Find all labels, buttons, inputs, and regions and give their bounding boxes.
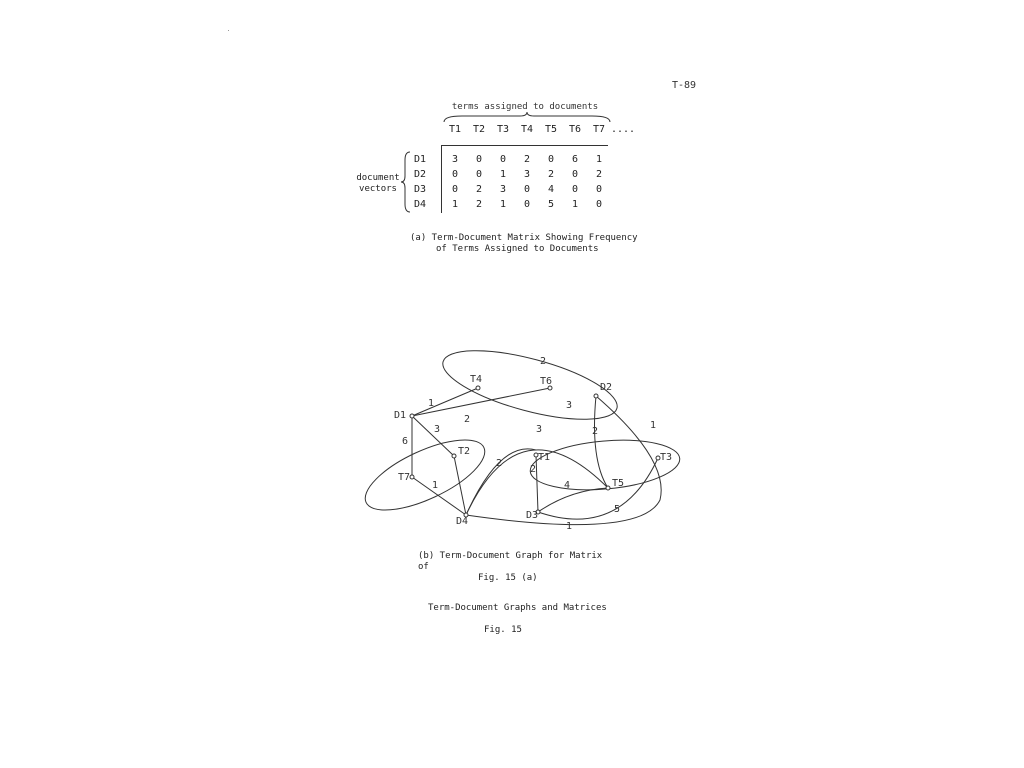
- node-label: T3: [660, 452, 673, 463]
- node-label: T2: [458, 446, 471, 457]
- left-brace: [400, 150, 412, 214]
- node-label: D4: [456, 516, 469, 527]
- row-label: D1: [414, 154, 427, 165]
- graph-edge: [412, 477, 466, 515]
- column-header: T1: [448, 124, 462, 135]
- matrix-cell: 0: [475, 154, 483, 165]
- edge-weight: 3: [566, 400, 573, 411]
- column-header: T7: [592, 124, 606, 135]
- matrix-top-rule: [442, 145, 608, 146]
- matrix-column-headers: [443, 124, 641, 135]
- node-label: T5: [612, 478, 625, 489]
- matrix-cell: 0: [523, 184, 531, 195]
- matrix-cell: 0: [499, 154, 507, 165]
- matrix-cell: 2: [595, 169, 603, 180]
- matrix-cell: 4: [547, 184, 555, 195]
- edge-weight: 6: [402, 436, 409, 447]
- matrix-cell: 3: [523, 169, 531, 180]
- caption-a: (a) Term-Document Matrix Showing Frequency of Terms Assigned to Documents: [410, 233, 638, 254]
- column-header: T5: [544, 124, 558, 135]
- graph-edge: [538, 488, 608, 512]
- node-label: T1: [538, 452, 551, 463]
- graph-node: [410, 414, 414, 418]
- node-label: D1: [394, 410, 407, 421]
- scan-speck: [228, 30, 229, 31]
- node-label: T7: [398, 472, 411, 483]
- node-label: D3: [526, 510, 539, 521]
- edge-weight: 3: [536, 424, 543, 435]
- matrix-cell: 6: [571, 154, 579, 165]
- matrix-cell: 0: [451, 184, 459, 195]
- matrix-row: [443, 197, 611, 212]
- graph-node: [452, 454, 456, 458]
- edge-weight: 2: [530, 464, 537, 475]
- matrix-cell: 0: [571, 184, 579, 195]
- column-header: T4: [520, 124, 534, 135]
- edge-weight: 1: [650, 420, 657, 431]
- edge-weight: 1: [432, 480, 439, 491]
- matrix-cell: 2: [475, 199, 483, 210]
- top-brace: [442, 112, 612, 124]
- edge-weight: 2: [496, 458, 503, 469]
- matrix-cell: 2: [475, 184, 483, 195]
- matrix-cell: 1: [499, 199, 507, 210]
- graph-loop: [356, 426, 494, 524]
- ellipsis: ....: [611, 124, 636, 135]
- graph-loop: [528, 435, 682, 496]
- graph-edge: [536, 455, 538, 512]
- document-vectors-label: document vectors: [356, 173, 400, 194]
- row-label: D3: [414, 184, 427, 195]
- figure-number: Fig. 15: [484, 625, 522, 635]
- matrix-cell: 1: [595, 154, 603, 165]
- matrix-cell: 0: [475, 169, 483, 180]
- matrix-row-labels: [414, 152, 426, 212]
- matrix-cell: 0: [595, 184, 603, 195]
- column-header: T2: [472, 124, 486, 135]
- matrix-cell: 1: [451, 199, 459, 210]
- figure-title: Term-Document Graphs and Matrices: [428, 603, 607, 613]
- matrix-cell: 1: [499, 169, 507, 180]
- caption-b: (b) Term-Document Graph for Matrix of Fig. 15 (a): [418, 551, 603, 583]
- edge-weight: 1: [428, 398, 435, 409]
- node-label: D2: [600, 382, 613, 393]
- matrix-left-rule: [441, 145, 442, 213]
- node-label: T6: [540, 376, 553, 387]
- edge-weight: 3: [434, 424, 441, 435]
- edge-weight: 2: [592, 426, 599, 437]
- edge-weight: 1: [566, 521, 573, 532]
- matrix-cell: 2: [547, 169, 555, 180]
- graph-node: [410, 475, 414, 479]
- matrix-cell: 0: [451, 169, 459, 180]
- matrix-cell: 0: [547, 154, 555, 165]
- graph-node: [476, 386, 480, 390]
- matrix-cell: 2: [523, 154, 531, 165]
- row-label: D2: [414, 169, 427, 180]
- graph-edge: [412, 416, 454, 456]
- node-label: T4: [470, 374, 483, 385]
- matrix-cell: 0: [523, 199, 531, 210]
- edge-weight: 2: [540, 356, 547, 367]
- matrix-cell: 0: [571, 169, 579, 180]
- graph-edge: [412, 388, 478, 416]
- term-document-graph: [340, 340, 690, 540]
- page-number: T-89: [672, 80, 697, 91]
- graph-node: [594, 394, 598, 398]
- edge-weight: 2: [464, 414, 471, 425]
- matrix-cell: 3: [499, 184, 507, 195]
- matrix-header: terms assigned to documents: [451, 102, 599, 112]
- edge-weight: 5: [614, 504, 621, 515]
- column-header: T6: [568, 124, 582, 135]
- matrix-cell: 1: [571, 199, 579, 210]
- graph-node: [606, 486, 610, 490]
- matrix-row: [443, 182, 611, 197]
- edge-weight: 4: [564, 480, 571, 491]
- matrix-cell: 0: [595, 199, 603, 210]
- matrix-row: [443, 167, 611, 182]
- matrix-cell: 3: [451, 154, 459, 165]
- matrix-body: [443, 152, 611, 212]
- column-header: T3: [496, 124, 510, 135]
- matrix-cell: 5: [547, 199, 555, 210]
- matrix-row: [443, 152, 611, 167]
- row-label: D4: [414, 199, 427, 210]
